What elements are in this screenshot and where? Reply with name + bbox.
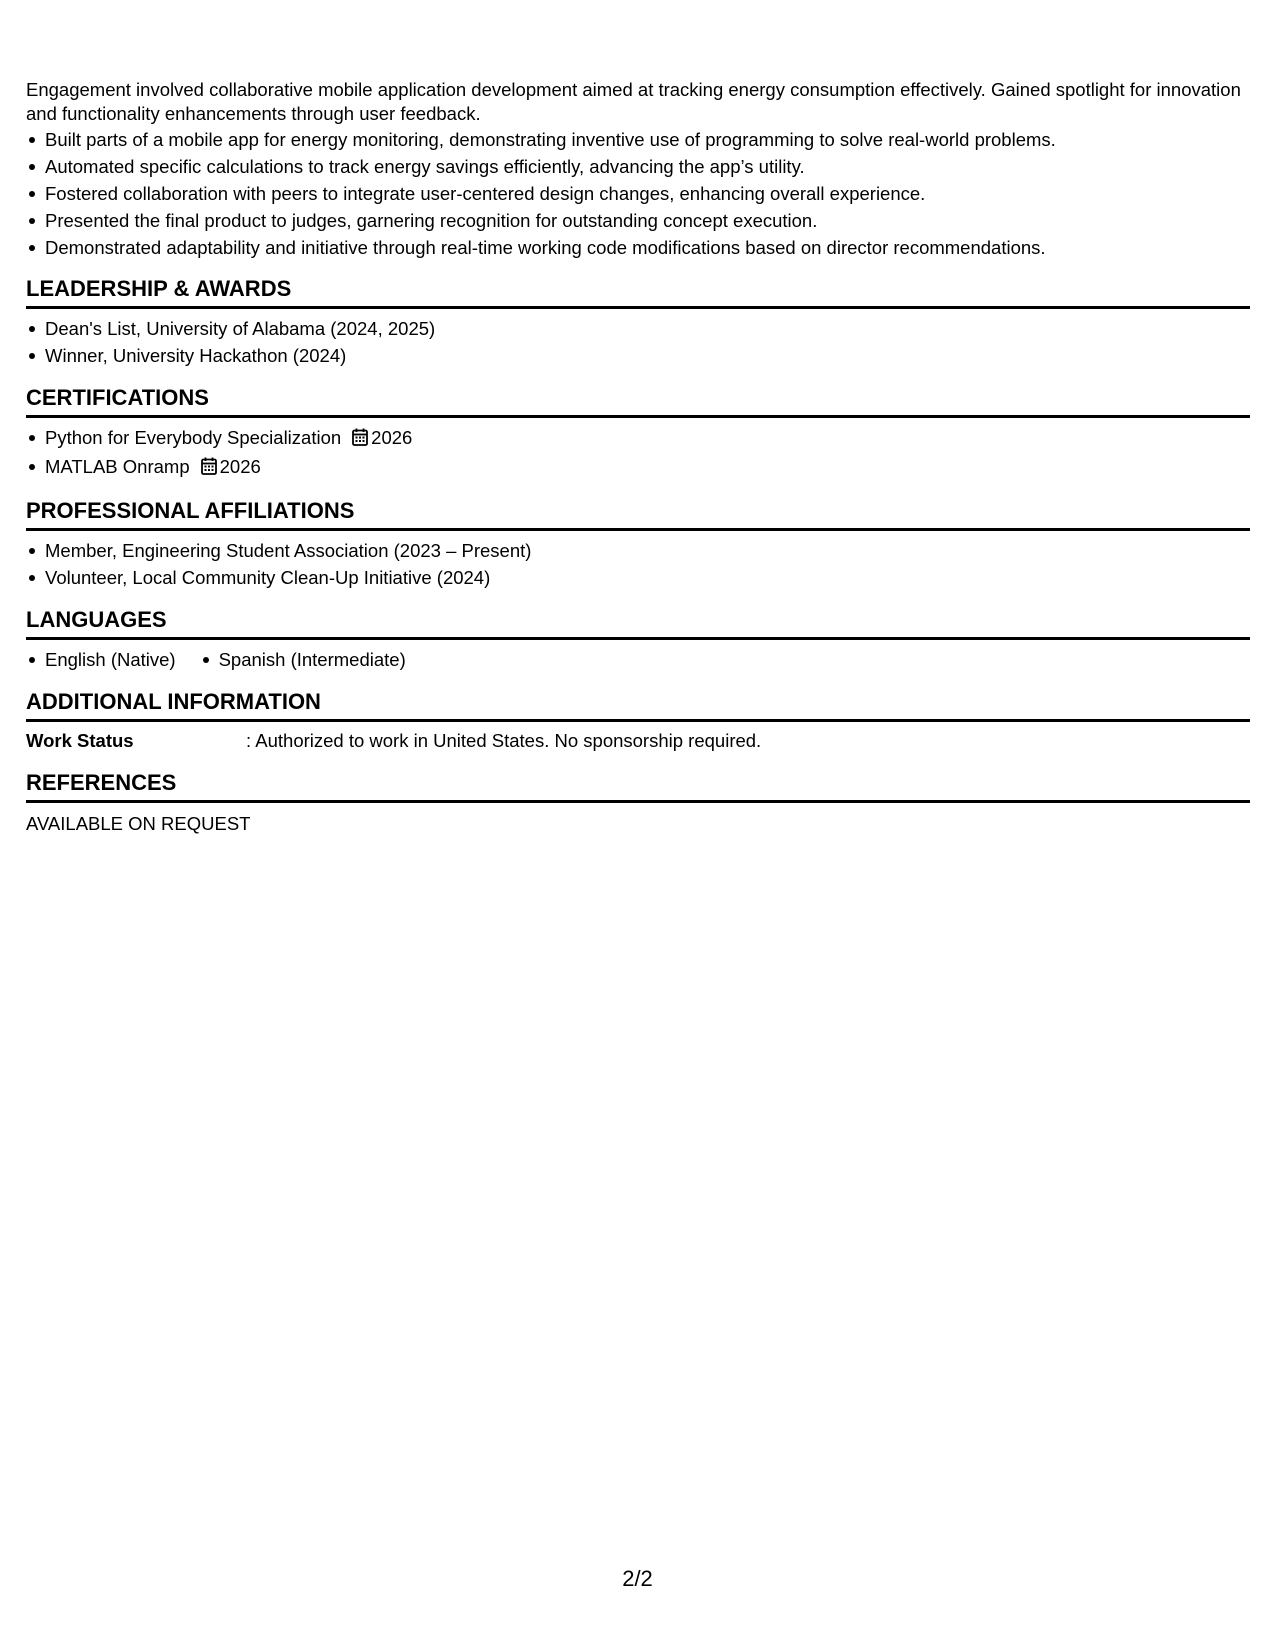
work-status-row	[26, 728, 1250, 754]
references-text: AVAILABLE ON REQUEST	[26, 813, 251, 834]
list-item: Fostered collaboration with peers to integrate user-centered design changes, enhancing overall experience.	[26, 180, 1250, 207]
section-title-languages: LANGUAGES	[26, 606, 1250, 640]
additional-information-section	[26, 722, 1250, 754]
affiliations-section	[26, 531, 1250, 591]
certification-name: MATLAB Onramp	[45, 456, 190, 477]
language-item: English (Native)	[26, 646, 176, 673]
list-item: Dean's List, University of Alabama (2024, 2025)	[26, 315, 1250, 342]
section-title-leadership-awards: LEADERSHIP & AWARDS	[26, 275, 1250, 309]
list-item: Demonstrated adaptability and initiative through real-time working code modifications based on director recommendations.	[26, 234, 1250, 261]
resume-page	[26, 78, 1250, 837]
languages-section	[26, 640, 1250, 673]
certification-year: 2026	[371, 427, 413, 448]
section-title-professional-affiliations: PROFESSIONAL AFFILIATIONS	[26, 497, 1250, 531]
certification-item	[26, 424, 1250, 453]
list-item: Volunteer, Local Community Clean-Up Initiative (2024)	[26, 564, 1250, 591]
certification-name: Python for Everybody Specialization	[45, 427, 342, 448]
calendar-icon	[352, 426, 368, 453]
list-item: Presented the final product to judges, garnering recognition for outstanding concept execution.	[26, 207, 1250, 234]
list-item: Built parts of a mobile app for energy monitoring, demonstrating inventive use of programming to solve real-world problems.	[26, 126, 1250, 153]
list-item: Automated specific calculations to track energy savings efficiently, advancing the app’s utility.	[26, 153, 1250, 180]
section-title-certifications: CERTIFICATIONS	[26, 384, 1250, 418]
page-number: 2/2	[622, 1566, 653, 1591]
section-title-additional-information: ADDITIONAL INFORMATION	[26, 688, 1250, 722]
experience-bullets	[26, 126, 1250, 261]
list-item: Member, Engineering Student Association (2023 – Present)	[26, 537, 1250, 564]
language-item: Spanish (Intermediate)	[200, 646, 406, 673]
calendar-icon	[201, 455, 217, 482]
experience-description: Engagement involved collaborative mobile application development aimed at tracking energy consumption effectively. Gained spotlight for innovation and functionality enhancements through user feedback.	[26, 79, 1241, 124]
work-status-label: Work Status	[26, 730, 134, 751]
section-title-references: REFERENCES	[26, 769, 1250, 803]
leadership-awards-section	[26, 309, 1250, 369]
list-item: Winner, University Hackathon (2024)	[26, 342, 1250, 369]
certification-item	[26, 453, 1250, 482]
certification-year: 2026	[219, 456, 261, 477]
certifications-section	[26, 418, 1250, 482]
work-status-value: : Authorized to work in United States. No sponsorship required.	[246, 730, 762, 751]
